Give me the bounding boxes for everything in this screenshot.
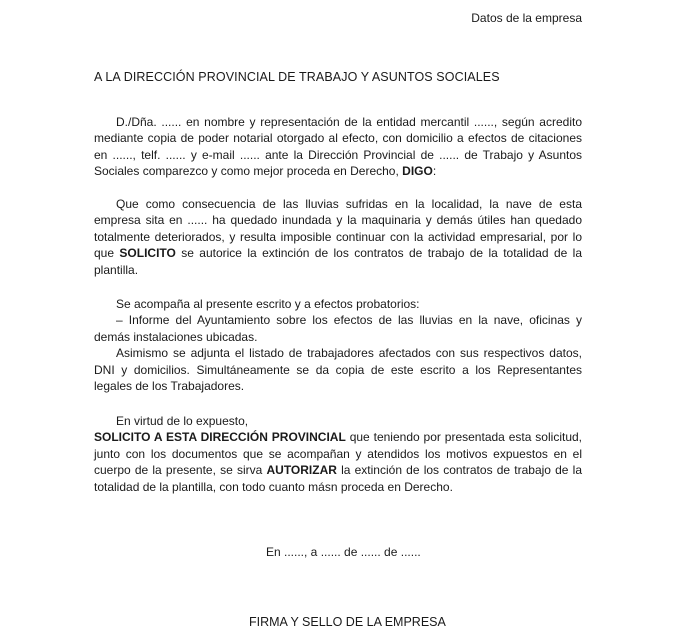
digo-keyword: DIGO	[402, 164, 433, 179]
request-bold-start: SOLICITO A ESTA DIRECCIÓN PROVINCIAL	[94, 430, 346, 445]
signature-label: FIRMA Y SELLO DE LA EMPRESA	[249, 615, 446, 629]
attachments-extra: Asimismo se adjunta el listado de trabajadores afectados con sus respectivos datos, DNI y domicilios. Simultáneamente se da copia de este escrito a los Representantes legales de los Trabajadores.	[94, 346, 582, 394]
company-data-label: Datos de la empresa	[471, 11, 582, 25]
paragraph-facts-text: Que como consecuencia de las lluvias sufridas en la localidad, la nave de esta empresa sita en ...... ha quedado inundada y la maquinaria y demás útiles han quedado totalmente deteriorados, y resulta imposible continuar con la actividad empresarial, por lo que	[94, 197, 582, 261]
paragraph-identification	[94, 114, 582, 180]
paragraph-facts-tail: se autorice la extinción de los contratos de trabajo de la totalidad de la plantilla.	[94, 246, 583, 277]
autorizar-keyword: AUTORIZAR	[266, 463, 337, 478]
addressee-heading: A LA DIRECCIÓN PROVINCIAL DE TRABAJO Y ASUNTOS SOCIALES	[94, 70, 500, 84]
paragraph-identification-tail: :	[432, 164, 437, 179]
solicito-keyword: SOLICITO	[119, 246, 176, 261]
attachments-item: – Informe del Ayuntamiento sobre los efectos de las lluvias en la nave, oficinas y demás instalaciones ubicadas.	[94, 313, 582, 344]
request-lead: En virtud de lo expuesto,	[116, 414, 249, 428]
paragraph-attachments	[94, 296, 582, 394]
request-text-middle: que teniendo por presentada esta solicitud, junto con los documentos que se acompañan y atendidos los motivos expuestos en el cuerpo de la presente, se sirva	[94, 430, 582, 478]
paragraph-identification-text: D./Dña. ...... en nombre y representación de la entidad mercantil ......, según acredito mediante copia de poder notarial otorgado al efecto, con domicilio a efectos de citaciones en ......, telf. ...... y e-mail ...... ante la Dirección Provincial de ...... de Trabajo y Asuntos Sociales comparezco y como mejor proceda en Derecho,	[94, 115, 582, 179]
paragraph-request	[94, 413, 582, 495]
attachments-intro: Se acompaña al presente escrito y a efectos probatorios:	[116, 297, 420, 311]
request-text-end: la extinción de los contratos de trabajo de la totalidad de la plantilla, con todo cuanto másn proceda en Derecho.	[94, 463, 582, 494]
date-line: En ......, a ...... de ...... de ......	[266, 545, 421, 559]
paragraph-facts	[94, 196, 582, 278]
